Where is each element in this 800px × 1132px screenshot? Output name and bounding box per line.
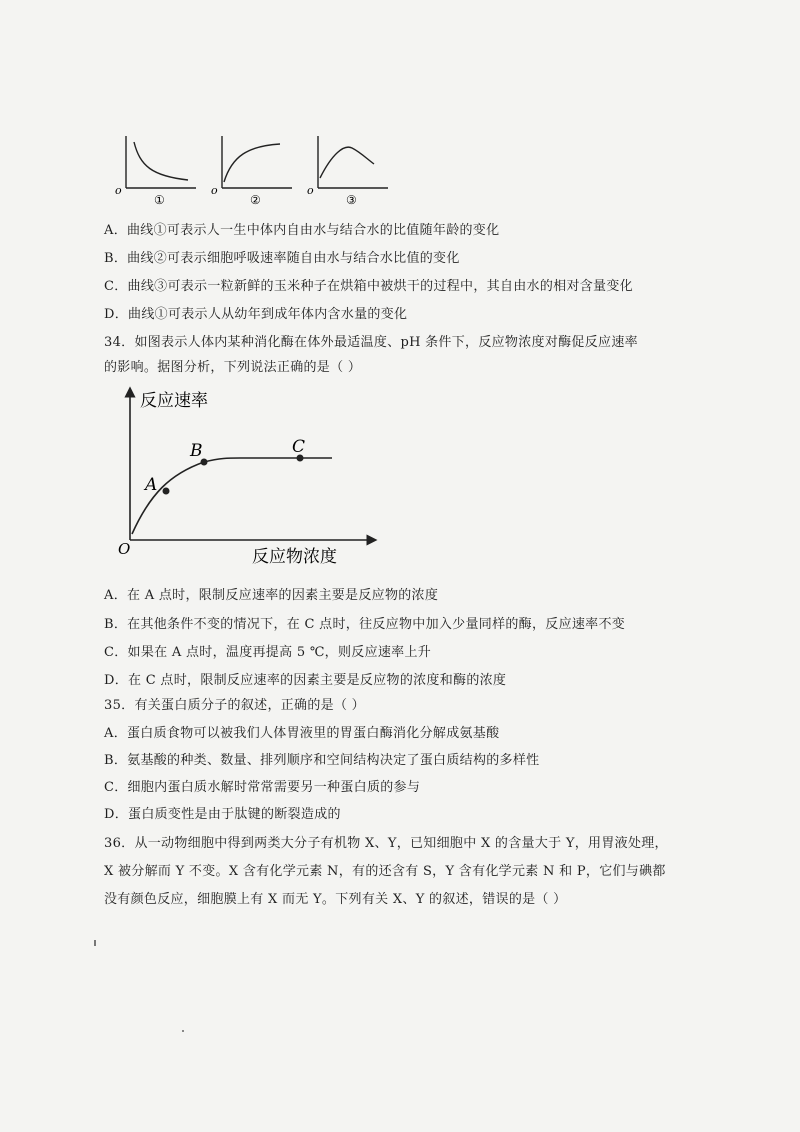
- q35-option-d: D．蛋白质变性是由于肽键的断裂造成的: [104, 807, 341, 822]
- q33-option-b: B．曲线②可表示细胞呼吸速率随自由水与结合水比值的变化: [104, 251, 460, 266]
- q36-line2: X 被分解而 Y 不变。X 含有化学元素 N，有的还含有 S，Y 含有化学元素 N 和 P，它们与碘都: [104, 864, 666, 879]
- q35-stem: 35．有关蛋白质分子的叙述，正确的是（ ）: [104, 698, 365, 713]
- q34-origin: O: [118, 540, 131, 558]
- q36-line3: 没有颜色反应，细胞膜上有 X 而无 Y。下列有关 X、Y 的叙述，错误的是（ ）: [104, 892, 567, 907]
- q34-point-a-label: A: [145, 475, 158, 495]
- q33-option-a: A．曲线①可表示人一生中体内自由水与结合水的比值随年龄的变化: [104, 223, 500, 238]
- q34-curve: [132, 458, 332, 534]
- q36-line1: 36．从一动物细胞中得到两类大分子有机物 X、Y，已知细胞中 X 的含量大于 Y，用胃液处理，: [104, 836, 668, 851]
- q33-option-c: C．曲线③可表示一粒新鲜的玉米种子在烘箱中被烘干的过程中，其自由水的相对含量变化: [104, 279, 633, 294]
- mini-graph-1-label: ①: [154, 193, 165, 207]
- q34-point-a: [163, 488, 170, 495]
- mini-graph-2-origin: o: [211, 184, 218, 197]
- q34-x-label: 反应物浓度: [252, 547, 337, 567]
- mini-graph-1-origin: o: [115, 184, 122, 197]
- scan-speck: [182, 1030, 184, 1032]
- q34-option-d: D．在 C 点时，限制反应速率的因素主要是反应物的浓度和酶的浓度: [104, 673, 507, 688]
- q35-option-a: A．蛋白质食物可以被我们人体胃液里的胃蛋白酶消化分解成氨基酸: [104, 726, 500, 741]
- mini-graph-2: [208, 132, 298, 212]
- q34-chart: [110, 384, 380, 574]
- mini-graph-3-origin: o: [307, 184, 314, 197]
- q34-point-c-label: C: [292, 437, 306, 457]
- q34-y-label: 反应速率: [140, 391, 208, 411]
- scan-speck: [94, 940, 96, 946]
- q34-stem-line1: 34．如图表示人体内某种消化酶在体外最适温度、pH 条件下，反应物浓度对酶促反应速率: [104, 335, 638, 350]
- mini-graph-1: [112, 132, 202, 212]
- q34-option-a: A．在 A 点时，限制反应速率的因素主要是反应物的浓度: [104, 588, 439, 603]
- q35-option-c: C．细胞内蛋白质水解时常常需要另一种蛋白质的参与: [104, 780, 421, 795]
- mini-graph-3-label: ③: [346, 193, 357, 207]
- q34-stem-line2: 的影响。据图分析，下列说法正确的是（ ）: [104, 360, 362, 375]
- q33-option-d: D．曲线①可表示人从幼年到成年体内含水量的变化: [104, 307, 408, 322]
- q34-option-b: B．在其他条件不变的情况下，在 C 点时，往反应物中加入少量同样的酶，反应速率不变: [104, 617, 626, 632]
- q35-option-b: B．氨基酸的种类、数量、排列顺序和空间结构决定了蛋白质结构的多样性: [104, 753, 540, 768]
- q34-point-b-label: B: [190, 441, 203, 461]
- mini-graph-2-label: ②: [250, 193, 261, 207]
- q34-option-c: C．如果在 A 点时，温度再提高 5 ℃，则反应速率上升: [104, 645, 432, 660]
- mini-graph-3: [304, 132, 394, 212]
